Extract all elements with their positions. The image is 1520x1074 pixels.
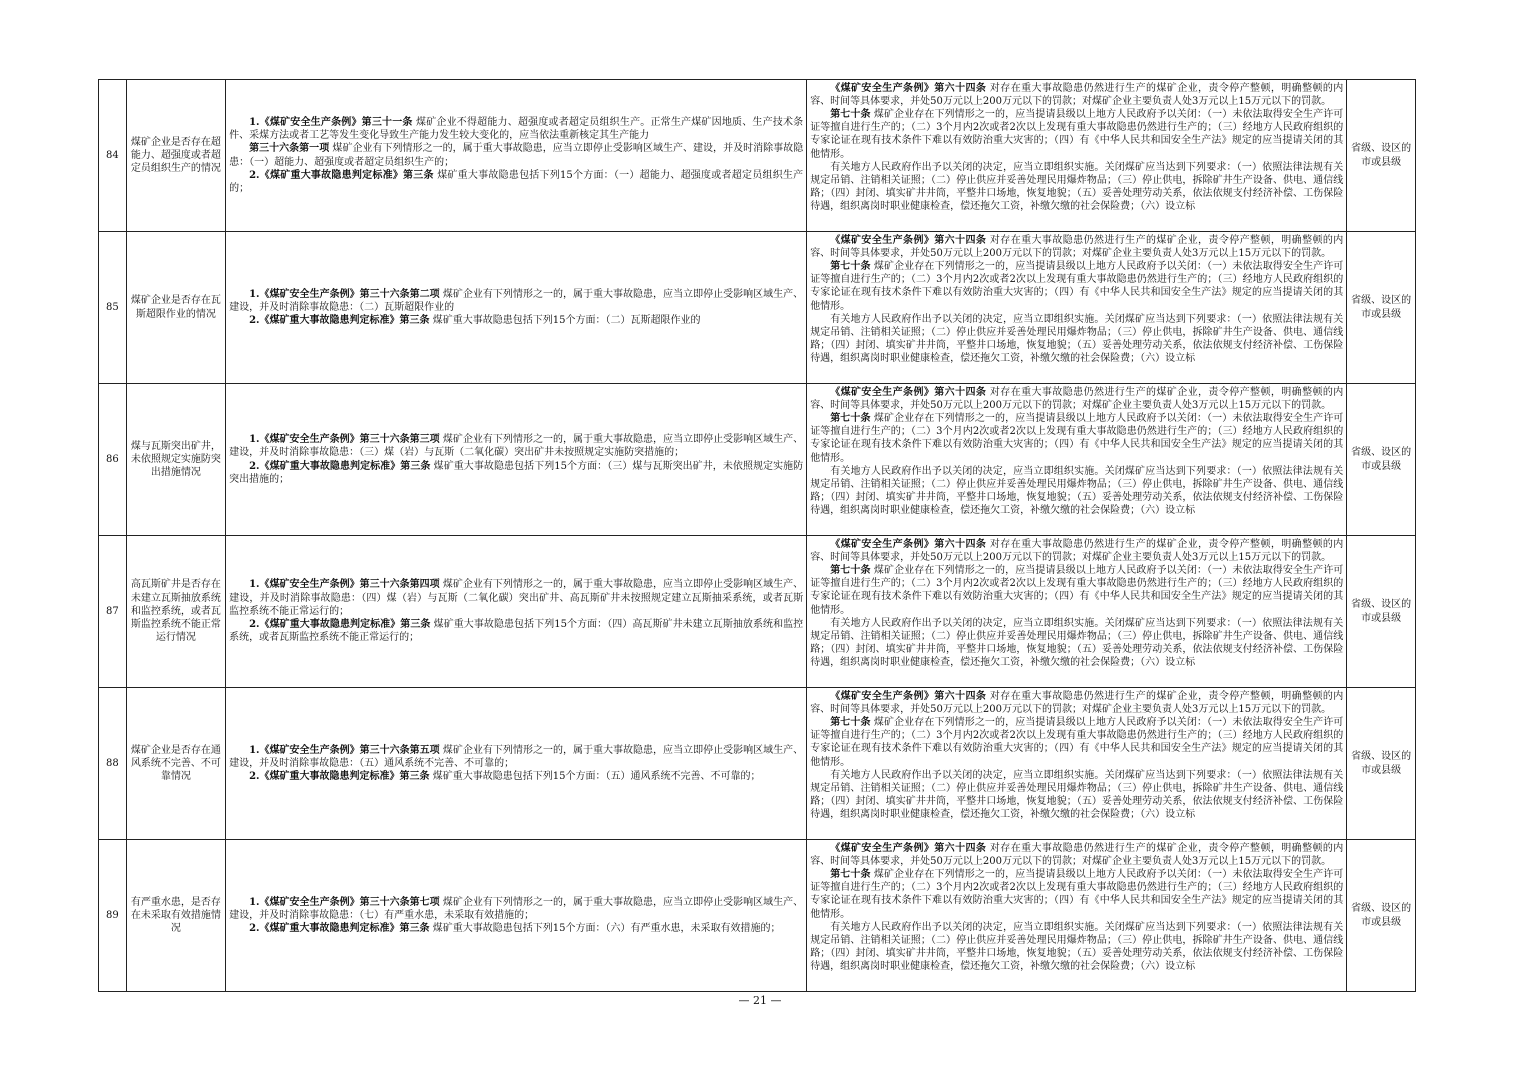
penalty-text: 煤矿企业存在下列情形之一的，应当提请县级以上地方人民政府予以关闭：（一）未依法取得安全生产许可证等擅自进行生产的；（二）3个月内2次或者2次以上发现有重大事故隐患仍然进行生产的；（三）经地方人民政府组织的专家论证在现有技术条件下难以有效防治重大灾害的；（四）有《中华人民共和国安全生产法》规定的应当提请关闭的其他情形。 bbox=[810, 412, 1344, 464]
basis-citation: 1.《煤矿安全生产条例》第三十六条第七项 bbox=[249, 896, 440, 908]
row-number: 88 bbox=[99, 688, 127, 840]
penalty-paragraph bbox=[810, 313, 1343, 366]
penalty-provisions bbox=[807, 840, 1347, 992]
basis-paragraph bbox=[229, 618, 803, 644]
penalty-content bbox=[810, 386, 1343, 534]
basis-text: 煤矿重大事故隐患包括下列15个方面：（一）超能力、超强度或者超定员组织生产的； bbox=[229, 169, 804, 194]
basis-paragraph bbox=[229, 314, 803, 327]
penalty-paragraph bbox=[810, 82, 1343, 108]
penalty-text: 煤矿企业存在下列情形之一的，应当提请县级以上地方人民政府予以关闭：（一）未依法取得安全生产许可证等擅自进行生产的；（二）3个月内2次或者2次以上发现有重大事故隐患仍然进行生产的；（三）经地方人民政府组织的专家论证在现有技术条件下难以有效防治重大灾害的；（四）有《中华人民共和国安全生产法》规定的应当提请关闭的其他情形。 bbox=[810, 868, 1344, 920]
row-number: 86 bbox=[99, 384, 127, 536]
inspection-item: 高瓦斯矿井是否存在未建立瓦斯抽放系统和监控系统，或者瓦斯监控系统不能正常运行情况 bbox=[126, 536, 225, 688]
row-number: 87 bbox=[99, 536, 127, 688]
penalty-text: 煤矿企业存在下列情形之一的，应当提请县级以上地方人民政府予以关闭：（一）未依法取得安全生产许可证等擅自进行生产的；（二）3个月内2次或者2次以上发现有重大事故隐患仍然进行生产的；（三）经地方人民政府组织的专家论证在现有技术条件下难以有效防治重大灾害的；（四）有《中华人民共和国安全生产法》规定的应当提请关闭的其他情形。 bbox=[810, 564, 1344, 616]
basis-text: 煤矿重大事故隐患包括下列15个方面：（四）高瓦斯矿井未建立瓦斯抽放系统和监控系统，或者瓦斯监控系统不能正常运行的； bbox=[229, 619, 804, 644]
inspection-item: 有严重水患，是否存在未采取有效措施情况 bbox=[126, 840, 225, 992]
penalty-paragraph bbox=[810, 234, 1343, 260]
penalty-text: 有关地方人民政府作出予以关闭的决定，应当立即组织实施。关闭煤矿应当达到下列要求：（一）依照法律法规有关规定吊销、注销相关证照；（二）停止供应并妥善处理民用爆炸物品；（三）停止供电，拆除矿井生产设备、供电、通信线路；（四）封闭、填实矿井井筒，平整井口场地，恢复地貌；（五）妥善处理劳动关系，依法依规支付经济补偿、工伤保险待遇，组织离岗时职业健康检查，偿还拖欠工资，补缴欠缴的社会保险费；（六）设立标 bbox=[810, 161, 1344, 213]
penalty-content bbox=[810, 538, 1343, 686]
basis-text: 煤矿企业有下列情形之一的，属于重大事故隐患，应当立即停止受影响区域生产、建设，并及时消除事故隐患：（四）煤（岩）与瓦斯（二氧化碳）突出矿井、高瓦斯矿井未按照规定建立瓦斯抽采系统，或者瓦斯监控系统不能正常运行的； bbox=[229, 579, 804, 617]
basis-paragraph bbox=[229, 460, 803, 486]
basis-text: 煤矿企业不得超能力、超强度或者超定员组织生产。正常生产煤矿因地质、生产技术条件、采煤方法或者工艺等发生变化导致生产能力发生较大变化的，应当依法重新核定其生产能力 bbox=[229, 116, 804, 142]
page-number: — 21 — bbox=[738, 994, 782, 1007]
penalty-paragraph bbox=[810, 412, 1343, 465]
table-body bbox=[99, 80, 1416, 992]
penalty-text: 煤矿企业存在下列情形之一的，应当提请县级以上地方人民政府予以关闭：（一）未依法取得安全生产许可证等擅自进行生产的；（二）3个月内2次或者2次以上发现有重大事故隐患仍然进行生产的；（三）经地方人民政府组织的专家论证在现有技术条件下难以有效防治重大灾害的；（四）有《中华人民共和国安全生产法》规定的应当提请关闭的其他情形。 bbox=[810, 260, 1344, 312]
penalty-paragraph bbox=[810, 716, 1343, 769]
table-row bbox=[99, 536, 1416, 688]
basis-text: 煤矿企业有下列情形之一的，属于重大事故隐患，应当立即停止受影响区域生产、建设，并及时消除事故隐患：（五）通风系统不完善、不可靠的； bbox=[229, 744, 804, 769]
basis-citation: 1.《煤矿安全生产条例》第三十六条第三项 bbox=[249, 434, 440, 446]
basis-paragraph bbox=[229, 142, 803, 168]
penalty-citation: 第七十条 bbox=[830, 564, 871, 576]
legal-basis bbox=[226, 840, 807, 992]
basis-citation: 2.《煤矿重大事故隐患判定标准》第三条 bbox=[249, 619, 431, 631]
inspection-item: 煤矿企业是否存在通风系统不完善、不可靠情况 bbox=[126, 688, 225, 840]
basis-paragraph bbox=[229, 578, 803, 618]
penalty-provisions bbox=[807, 80, 1347, 232]
jurisdiction-level: 省级、设区的市或县级 bbox=[1347, 536, 1416, 688]
basis-text: 煤矿重大事故隐患包括下列15个方面：（六）有严重水患，未采取有效措施的； bbox=[432, 923, 781, 935]
penalty-paragraph bbox=[810, 465, 1343, 518]
inspection-item: 煤矿企业是否存在瓦斯超限作业的情况 bbox=[126, 232, 225, 384]
penalty-content bbox=[810, 82, 1343, 230]
basis-citation: 1.《煤矿安全生产条例》第三十六条第二项 bbox=[249, 288, 440, 300]
jurisdiction-level: 省级、设区的市或县级 bbox=[1347, 384, 1416, 536]
basis-citation: 1.《煤矿安全生产条例》第三十六条第四项 bbox=[249, 579, 440, 591]
row-number: 89 bbox=[99, 840, 127, 992]
penalty-paragraph bbox=[810, 769, 1343, 822]
jurisdiction-level: 省级、设区的市或县级 bbox=[1347, 840, 1416, 992]
basis-citation: 2.《煤矿重大事故隐患判定标准》第三条 bbox=[249, 315, 430, 327]
penalty-text: 煤矿企业存在下列情形之一的，应当提请县级以上地方人民政府予以关闭：（一）未依法取得安全生产许可证等擅自进行生产的；（二）3个月内2次或者2次以上发现有重大事故隐患仍然进行生产的；（三）经地方人民政府组织的专家论证在现有技术条件下难以有效防治重大灾害的；（四）有《中华人民共和国安全生产法》规定的应当提请关闭的其他情形。 bbox=[810, 108, 1344, 160]
table-row bbox=[99, 384, 1416, 536]
penalty-citation: 《煤矿安全生产条例》第六十四条 bbox=[830, 234, 987, 246]
penalty-text: 有关地方人民政府作出予以关闭的决定，应当立即组织实施。关闭煤矿应当达到下列要求：（一）依照法律法规有关规定吊销、注销相关证照；（二）停止供应并妥善处理民用爆炸物品；（三）停止供电，拆除矿井生产设备、供电、通信线路；（四）封闭、填实矿井井筒，平整井口场地，恢复地貌；（五）妥善处理劳动关系，依法依规支付经济补偿、工伤保险待遇，组织离岗时职业健康检查，偿还拖欠工资，补缴欠缴的社会保险费；（六）设立标 bbox=[810, 617, 1344, 669]
penalty-citation: 第七十条 bbox=[830, 716, 871, 728]
penalty-paragraph bbox=[810, 260, 1343, 313]
penalty-paragraph bbox=[810, 868, 1343, 921]
basis-citation: 1.《煤矿安全生产条例》第三十一条 bbox=[249, 116, 413, 128]
table-row bbox=[99, 232, 1416, 384]
penalty-text: 对存在重大事故隐患仍然进行生产的煤矿企业，责令停产整顿，明确整顿的内容、时间等具体要求，并处50万元以上200万元以下的罚款；对煤矿企业主要负责人处3万元以上15万元以下的罚款。 bbox=[810, 538, 1344, 563]
jurisdiction-level: 省级、设区的市或县级 bbox=[1347, 688, 1416, 840]
penalty-provisions bbox=[807, 384, 1347, 536]
penalty-citation: 第七十条 bbox=[830, 260, 871, 272]
basis-text: 煤矿重大事故隐患包括下列15个方面：（三）煤与瓦斯突出矿井，未依照规定实施防突出措施的； bbox=[229, 460, 804, 485]
basis-citation: 2.《煤矿重大事故隐患判定标准》第三条 bbox=[249, 460, 431, 472]
basis-paragraph bbox=[229, 896, 803, 922]
penalty-text: 对存在重大事故隐患仍然进行生产的煤矿企业，责令停产整顿，明确整顿的内容、时间等具体要求，并处50万元以上200万元以下的罚款；对煤矿企业主要负责人处3万元以上15万元以下的罚款。 bbox=[810, 234, 1344, 259]
penalty-citation: 第七十条 bbox=[830, 868, 871, 880]
basis-paragraph bbox=[229, 288, 803, 314]
penalty-provisions bbox=[807, 536, 1347, 688]
basis-text: 煤矿企业有下列情形之一的，属于重大事故隐患，应当立即停止受影响区域生产、建设，并及时消除事故隐患：（七）有严重水患，未采取有效措施的； bbox=[229, 896, 804, 921]
penalty-text: 有关地方人民政府作出予以关闭的决定，应当立即组织实施。关闭煤矿应当达到下列要求：（一）依照法律法规有关规定吊销、注销相关证照；（二）停止供应并妥善处理民用爆炸物品；（三）停止供电，拆除矿井生产设备、供电、通信线路；（四）封闭、填实矿井井筒，平整井口场地，恢复地貌；（五）妥善处理劳动关系，依法依规支付经济补偿、工伤保险待遇，组织离岗时职业健康检查，偿还拖欠工资，补缴欠缴的社会保险费；（六）设立标 bbox=[810, 465, 1344, 517]
inspection-item: 煤与瓦斯突出矿井，未依照规定实施防突出措施情况 bbox=[126, 384, 225, 536]
penalty-text: 对存在重大事故隐患仍然进行生产的煤矿企业，责令停产整顿，明确整顿的内容、时间等具体要求，并处50万元以上200万元以下的罚款；对煤矿企业主要负责人处3万元以上15万元以下的罚款。 bbox=[810, 82, 1344, 107]
basis-text: 煤矿企业有下列情形之一的，属于重大事故隐患，应当立即停止受影响区域生产、建设，并及时消除事故隐患：（一）超能力、超强度或者超定员组织生产的； bbox=[229, 143, 804, 168]
legal-basis bbox=[226, 536, 807, 688]
penalty-paragraph bbox=[810, 108, 1343, 161]
basis-text: 煤矿企业有下列情形之一的，属于重大事故隐患，应当立即停止受影响区域生产、建设，并及时消除事故隐患：（二）瓦斯超限作业的 bbox=[229, 288, 804, 313]
penalty-paragraph bbox=[810, 161, 1343, 214]
penalty-text: 对存在重大事故隐患仍然进行生产的煤矿企业，责令停产整顿，明确整顿的内容、时间等具体要求，并处50万元以上200万元以下的罚款；对煤矿企业主要负责人处3万元以上15万元以下的罚款。 bbox=[810, 690, 1344, 715]
basis-citation: 2.《煤矿重大事故隐患判定标准》第三条 bbox=[249, 923, 430, 935]
basis-paragraph bbox=[229, 116, 803, 142]
basis-citation: 1.《煤矿安全生产条例》第三十六条第五项 bbox=[249, 744, 440, 756]
basis-paragraph bbox=[229, 433, 803, 459]
penalty-paragraph bbox=[810, 690, 1343, 716]
table-row bbox=[99, 80, 1416, 232]
penalty-citation: 《煤矿安全生产条例》第六十四条 bbox=[830, 386, 987, 398]
table-row bbox=[99, 840, 1416, 992]
penalty-paragraph bbox=[810, 921, 1343, 974]
penalty-paragraph bbox=[810, 842, 1343, 868]
basis-citation: 2.《煤矿重大事故隐患判定标准》第三条 bbox=[249, 771, 430, 783]
penalty-paragraph bbox=[810, 617, 1343, 670]
penalty-text: 煤矿企业存在下列情形之一的，应当提请县级以上地方人民政府予以关闭：（一）未依法取得安全生产许可证等擅自进行生产的；（二）3个月内2次或者2次以上发现有重大事故隐患仍然进行生产的；（三）经地方人民政府组织的专家论证在现有技术条件下难以有效防治重大灾害的；（四）有《中华人民共和国安全生产法》规定的应当提请关闭的其他情形。 bbox=[810, 716, 1344, 768]
penalty-paragraph bbox=[810, 386, 1343, 412]
penalty-content bbox=[810, 690, 1343, 838]
legal-basis bbox=[226, 384, 807, 536]
penalty-content bbox=[810, 234, 1343, 382]
penalty-citation: 《煤矿安全生产条例》第六十四条 bbox=[830, 842, 987, 854]
penalty-citation: 《煤矿安全生产条例》第六十四条 bbox=[830, 82, 987, 94]
row-number: 85 bbox=[99, 232, 127, 384]
penalty-paragraph bbox=[810, 564, 1343, 617]
jurisdiction-level: 省级、设区的市或县级 bbox=[1347, 80, 1416, 232]
penalty-text: 有关地方人民政府作出予以关闭的决定，应当立即组织实施。关闭煤矿应当达到下列要求：（一）依照法律法规有关规定吊销、注销相关证照；（二）停止供应并妥善处理民用爆炸物品；（三）停止供电，拆除矿井生产设备、供电、通信线路；（四）封闭、填实矿井井筒，平整井口场地，恢复地貌；（五）妥善处理劳动关系，依法依规支付经济补偿、工伤保险待遇，组织离岗时职业健康检查，偿还拖欠工资，补缴欠缴的社会保险费；（六）设立标 bbox=[810, 921, 1344, 973]
basis-text: 煤矿企业有下列情形之一的，属于重大事故隐患，应当立即停止受影响区域生产、建设，并及时消除事故隐患：（三）煤（岩）与瓦斯（二氧化碳）突出矿井未按照规定实施防突措施的； bbox=[229, 434, 804, 459]
legal-basis bbox=[226, 688, 807, 840]
penalty-citation: 第七十条 bbox=[830, 412, 871, 424]
penalty-citation: 《煤矿安全生产条例》第六十四条 bbox=[830, 538, 987, 550]
inspection-item: 煤矿企业是否存在超能力、超强度或者超定员组织生产的情况 bbox=[126, 80, 225, 232]
penalty-paragraph bbox=[810, 538, 1343, 564]
basis-citation: 第三十六条第一项 bbox=[249, 143, 330, 155]
basis-paragraph bbox=[229, 169, 803, 195]
legal-basis bbox=[226, 232, 807, 384]
penalty-text: 对存在重大事故隐患仍然进行生产的煤矿企业，责令停产整顿，明确整顿的内容、时间等具体要求，并处50万元以上200万元以下的罚款；对煤矿企业主要负责人处3万元以上15万元以下的罚款。 bbox=[810, 842, 1344, 867]
jurisdiction-level: 省级、设区的市或县级 bbox=[1347, 232, 1416, 384]
row-number: 84 bbox=[99, 80, 127, 232]
basis-text: 煤矿重大事故隐患包括下列15个方面：（二）瓦斯超限作业的 bbox=[432, 315, 701, 327]
penalty-citation: 《煤矿安全生产条例》第六十四条 bbox=[830, 690, 987, 702]
basis-paragraph bbox=[229, 770, 803, 783]
regulation-table bbox=[98, 79, 1416, 992]
penalty-text: 对存在重大事故隐患仍然进行生产的煤矿企业，责令停产整顿，明确整顿的内容、时间等具体要求，并处50万元以上200万元以下的罚款；对煤矿企业主要负责人处3万元以上15万元以下的罚款。 bbox=[810, 386, 1344, 411]
penalty-citation: 第七十条 bbox=[830, 108, 871, 120]
legal-basis bbox=[226, 80, 807, 232]
penalty-text: 有关地方人民政府作出予以关闭的决定，应当立即组织实施。关闭煤矿应当达到下列要求：（一）依照法律法规有关规定吊销、注销相关证照；（二）停止供应并妥善处理民用爆炸物品；（三）停止供电，拆除矿井生产设备、供电、通信线路；（四）封闭、填实矿井井筒，平整井口场地，恢复地貌；（五）妥善处理劳动关系，依法依规支付经济补偿、工伤保险待遇，组织离岗时职业健康检查，偿还拖欠工资，补缴欠缴的社会保险费；（六）设立标 bbox=[810, 313, 1344, 365]
penalty-content bbox=[810, 842, 1343, 990]
table-row bbox=[99, 688, 1416, 840]
penalty-provisions bbox=[807, 232, 1347, 384]
basis-text: 煤矿重大事故隐患包括下列15个方面：（五）通风系统不完善、不可靠的； bbox=[432, 771, 761, 783]
penalty-provisions bbox=[807, 688, 1347, 840]
basis-paragraph bbox=[229, 744, 803, 770]
penalty-text: 有关地方人民政府作出予以关闭的决定，应当立即组织实施。关闭煤矿应当达到下列要求：（一）依照法律法规有关规定吊销、注销相关证照；（二）停止供应并妥善处理民用爆炸物品；（三）停止供电，拆除矿井生产设备、供电、通信线路；（四）封闭、填实矿井井筒，平整井口场地，恢复地貌；（五）妥善处理劳动关系，依法依规支付经济补偿、工伤保险待遇，组织离岗时职业健康检查，偿还拖欠工资，补缴欠缴的社会保险费；（六）设立标 bbox=[810, 769, 1344, 821]
basis-citation: 2.《煤矿重大事故隐患判定标准》第三条 bbox=[249, 169, 434, 181]
basis-paragraph bbox=[229, 922, 803, 935]
